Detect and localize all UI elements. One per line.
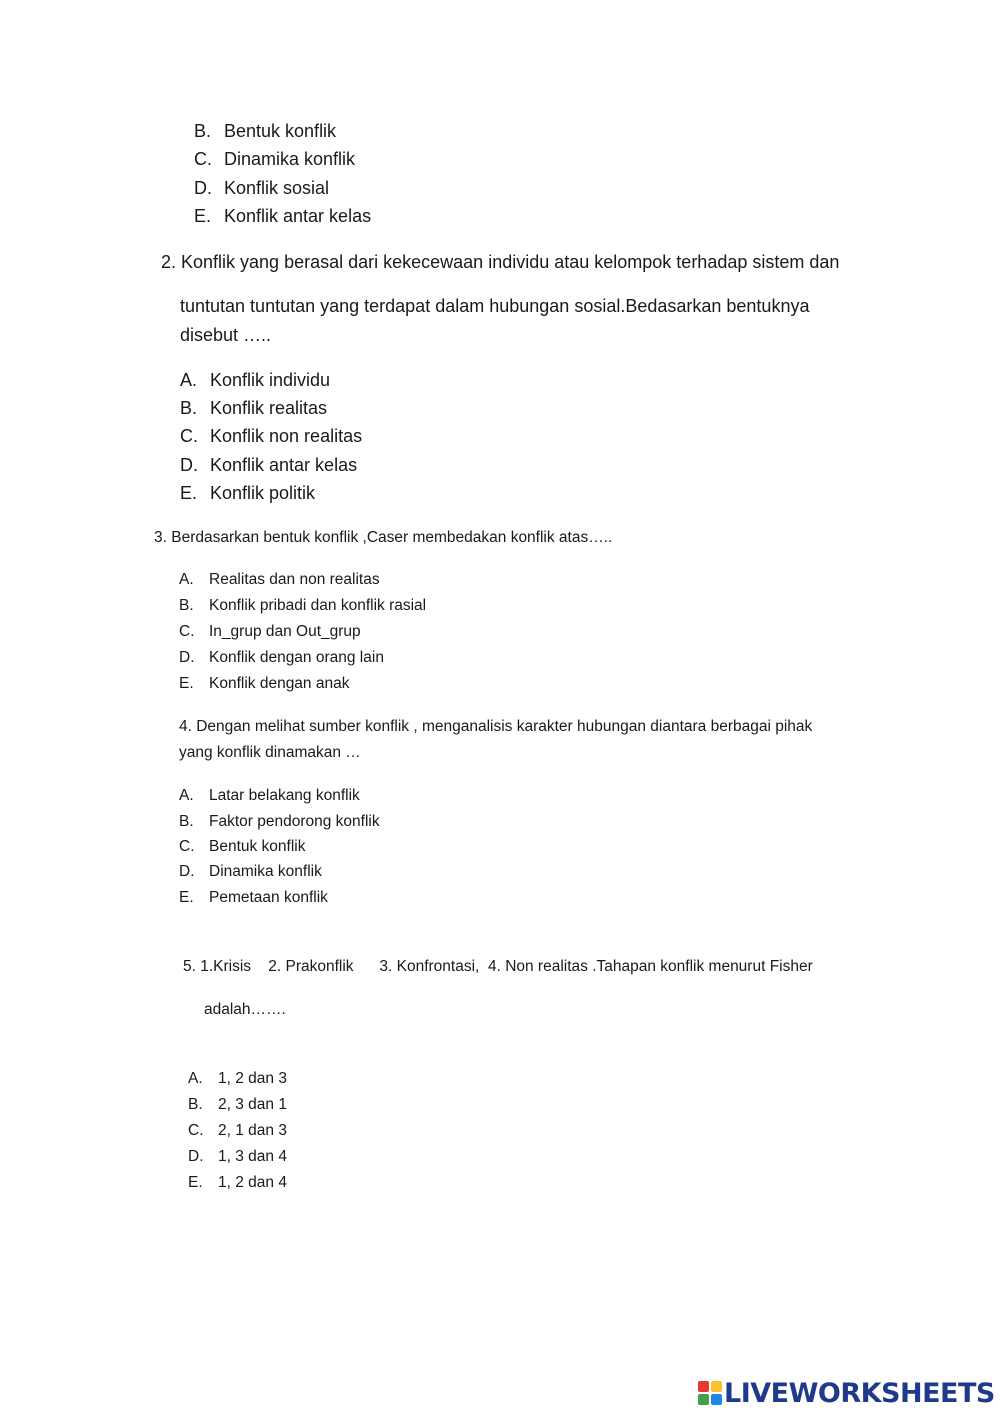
q5-text-line2: adalah……. [204, 1001, 286, 1018]
option-letter: E. [194, 206, 212, 226]
q3-option-b [179, 597, 426, 615]
q1-option-d [194, 178, 329, 199]
logo-square [711, 1394, 722, 1405]
option-text: Realitas dan non realitas [209, 571, 380, 588]
option-letter: E. [180, 483, 198, 503]
option-text: In_grup dan Out_grup [209, 623, 361, 640]
option-letter: E. [179, 889, 194, 906]
option-text: 2, 1 dan 3 [218, 1122, 287, 1139]
option-letter: C. [179, 838, 195, 855]
q2-option-b [180, 398, 327, 419]
option-text: Konflik antar kelas [224, 206, 372, 226]
q2-option-a [180, 370, 330, 391]
option-text: Konflik dengan orang lain [209, 649, 384, 666]
q3-option-e [179, 675, 349, 693]
option-letter: B. [180, 398, 198, 418]
q4-option-b [179, 813, 380, 831]
q2-option-d [180, 455, 357, 476]
q2-text-line3: disebut ….. [180, 325, 272, 345]
option-letter: D. [179, 649, 195, 666]
q4-option-a [179, 787, 360, 805]
option-text: Konflik non realitas [210, 426, 363, 446]
option-text: 1, 2 dan 4 [218, 1174, 287, 1191]
option-letter: A. [180, 370, 198, 390]
logo-square [698, 1381, 709, 1392]
q3-option-c [179, 623, 361, 641]
q5-option-b [188, 1096, 287, 1114]
q4-option-d [179, 863, 322, 881]
option-letter: D. [188, 1148, 204, 1165]
q5-option-d [188, 1148, 287, 1166]
option-text: Konflik realitas [210, 398, 328, 418]
option-letter: B. [194, 121, 212, 141]
q5-option-e [188, 1174, 287, 1192]
liveworksheets-logo[interactable] [698, 1378, 995, 1408]
option-text: Konflik antar kelas [210, 455, 358, 475]
q4-option-c [179, 838, 306, 856]
q5-option-c [188, 1122, 287, 1140]
option-text: Konflik politik [210, 483, 316, 503]
q3-option-d [179, 649, 384, 667]
option-text: Bentuk konflik [224, 121, 337, 141]
option-text: 1, 3 dan 4 [218, 1148, 287, 1165]
option-text: Latar belakang konflik [209, 787, 360, 804]
q2-text-line2: tuntutan tuntutan yang terdapat dalam hubungan sosial.Bedasarkan bentuknya [180, 296, 810, 316]
option-letter: D. [180, 455, 198, 475]
option-letter: E. [188, 1174, 203, 1191]
option-text: Dinamika konflik [209, 863, 322, 880]
logo-square [698, 1394, 709, 1405]
option-letter: A. [179, 787, 194, 804]
logo-text: LIVEWORKSHEETS [724, 1377, 995, 1409]
q2-option-e [180, 483, 315, 504]
q1-option-e [194, 206, 371, 227]
q1-option-b [194, 121, 336, 142]
option-text: 2, 3 dan 1 [218, 1096, 287, 1113]
logo-square [711, 1381, 722, 1392]
option-letter: B. [188, 1096, 203, 1113]
q2-text-line1: 2. Konflik yang berasal dari kekecewaan individu atau kelompok terhadap sistem dan [161, 252, 840, 272]
option-text: Faktor pendorong konflik [209, 813, 380, 830]
q5-text-line1: 5. 1.Krisis 2. Prakonflik 3. Konfrontasi, 4. Non realitas .Tahapan konflik menurut Fisher [183, 958, 813, 975]
option-text: Dinamika konflik [224, 149, 356, 169]
q4-text-line2: yang konflik dinamakan … [179, 744, 361, 761]
logo-grid-icon [698, 1381, 722, 1405]
option-text: Konflik dengan anak [209, 675, 350, 692]
option-text: Konflik individu [210, 370, 331, 390]
option-text: Konflik sosial [224, 178, 330, 198]
option-letter: D. [179, 863, 195, 880]
option-text: Bentuk konflik [209, 838, 306, 855]
option-letter: B. [179, 813, 194, 830]
option-letter: A. [188, 1070, 203, 1087]
q3-option-a [179, 571, 380, 589]
q4-text-line1: 4. Dengan melihat sumber konflik , menganalisis karakter hubungan diantara berbagai pihak [179, 718, 813, 735]
option-letter: C. [194, 149, 212, 169]
option-letter: D. [194, 178, 212, 198]
option-letter: C. [180, 426, 198, 446]
q4-option-e [179, 889, 328, 907]
option-letter: A. [179, 571, 194, 588]
option-letter: E. [179, 675, 194, 692]
option-text: Pemetaan konflik [209, 889, 328, 906]
q2-option-c [180, 426, 362, 447]
option-letter: B. [179, 597, 194, 614]
option-text: 1, 2 dan 3 [218, 1070, 287, 1087]
option-letter: C. [188, 1122, 204, 1139]
option-text: Konflik pribadi dan konflik rasial [209, 597, 427, 614]
q5-option-a [188, 1070, 287, 1088]
option-letter: C. [179, 623, 195, 640]
q1-option-c [194, 149, 355, 170]
q3-text-line1: 3. Berdasarkan bentuk konflik ,Caser membedakan konflik atas….. [154, 529, 613, 546]
